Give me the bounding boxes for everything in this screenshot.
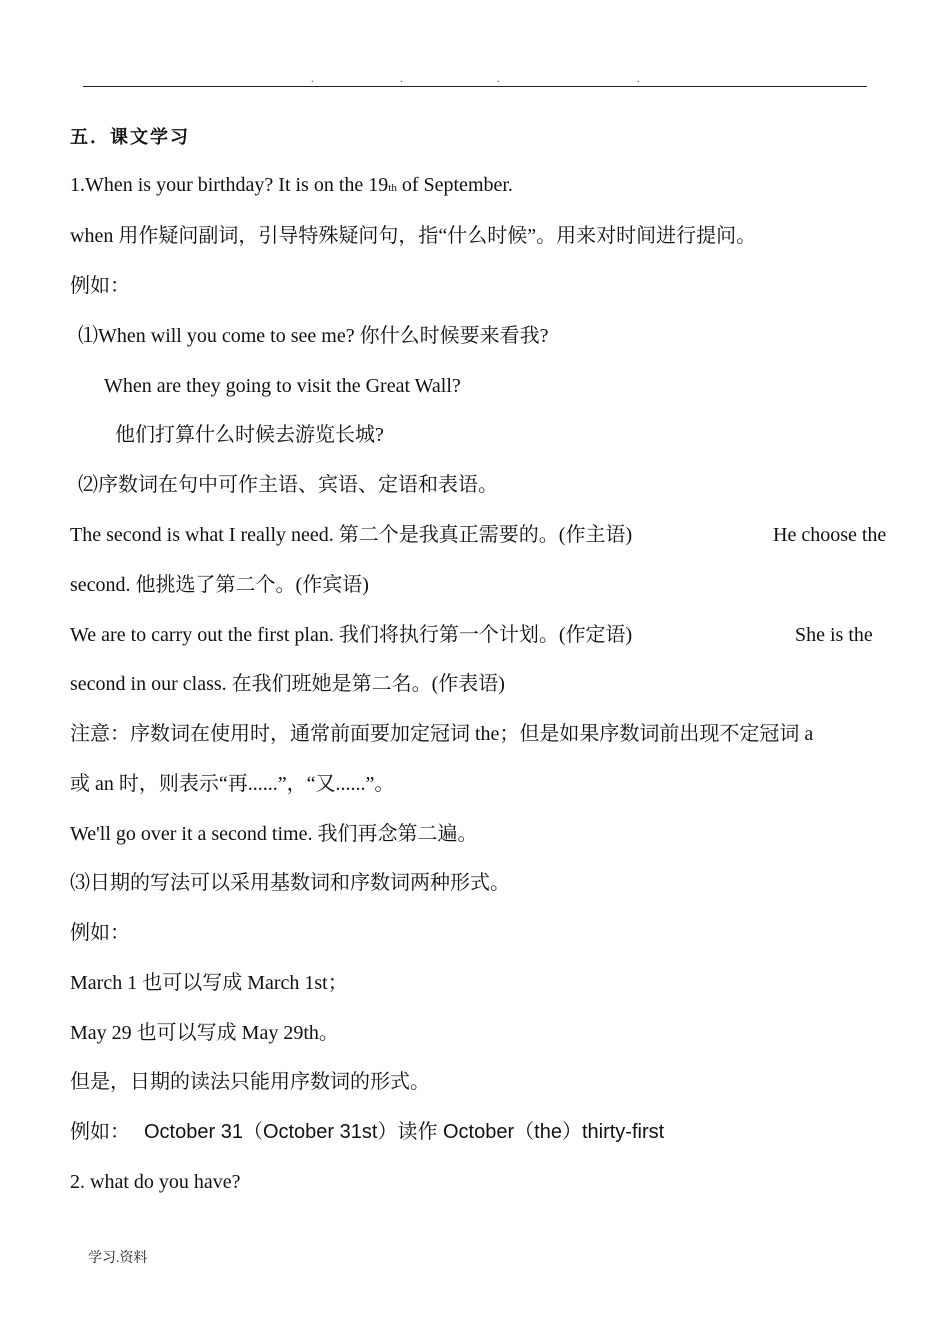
question-1-text: 1.When is your birthday? It is on the 19 xyxy=(70,174,389,196)
text-line: 例如： xyxy=(70,275,130,297)
example-line: second in our class. 在我们班她是第二名。(作表语) xyxy=(70,673,505,695)
example-line: ⑴When will you come to see me? 你什么时候要来看我? xyxy=(78,325,549,347)
example-line: When are they going to visit the Great Wall? xyxy=(104,375,461,397)
example-line: May 29 也可以写成 May 29th。 xyxy=(70,1022,339,1044)
example-prefix: 例如： xyxy=(70,1121,130,1143)
footer-label: 学习.资料 xyxy=(88,1251,148,1266)
header-rule xyxy=(83,86,867,87)
question-1-end: of September. xyxy=(396,174,513,196)
header-dot: . xyxy=(637,74,640,85)
header-dot: . xyxy=(497,74,500,85)
example-line: We are to carry out the first plan. 我们将执行第一个计划。(作定语) xyxy=(70,624,633,646)
note-line: 注意：序数词在使用时，通常前面要加定冠词 the；但是如果序数词前出现不定冠词 a xyxy=(70,723,814,745)
question-2: 2. what do you have? xyxy=(70,1171,241,1193)
example-line xyxy=(70,1119,664,1145)
example-date: October 31（October 31st）读作 October（the）thirty-first xyxy=(144,1121,665,1143)
example-line: March 1 也可以写成 March 1st； xyxy=(70,972,348,994)
example-line: second. 他挑选了第二个。(作宾语) xyxy=(70,574,369,596)
example-line: She is the xyxy=(795,624,873,646)
text-line: when 用作疑问副词，引导特殊疑问句，指“什么时候”。用来对时间进行提问。 xyxy=(70,225,757,247)
example-line: The second is what I really need. 第二个是我真正需要的。(作主语) xyxy=(70,524,633,546)
note-line: 或 an 时，则表示“再......”，“又......”。 xyxy=(70,773,395,795)
header-dot: . xyxy=(311,74,314,85)
question-1 xyxy=(70,172,513,201)
text-line: 例如： xyxy=(70,922,130,944)
example-line: We'll go over it a second time. 我们再念第二遍。 xyxy=(70,823,478,845)
example-line: He choose the xyxy=(773,524,887,546)
text-line: 但是，日期的读法只能用序数词的形式。 xyxy=(70,1071,430,1093)
question-1-suffix: th xyxy=(388,182,397,194)
text-line: ⑵序数词在句中可作主语、宾语、定语和表语。 xyxy=(78,474,498,496)
text-line: ⑶日期的写法可以采用基数词和序数词两种形式。 xyxy=(70,872,510,894)
section-title: 五．课文学习 xyxy=(70,127,190,147)
header-dot: . xyxy=(400,74,403,85)
example-line: 他们打算什么时候去游览长城? xyxy=(115,424,384,446)
